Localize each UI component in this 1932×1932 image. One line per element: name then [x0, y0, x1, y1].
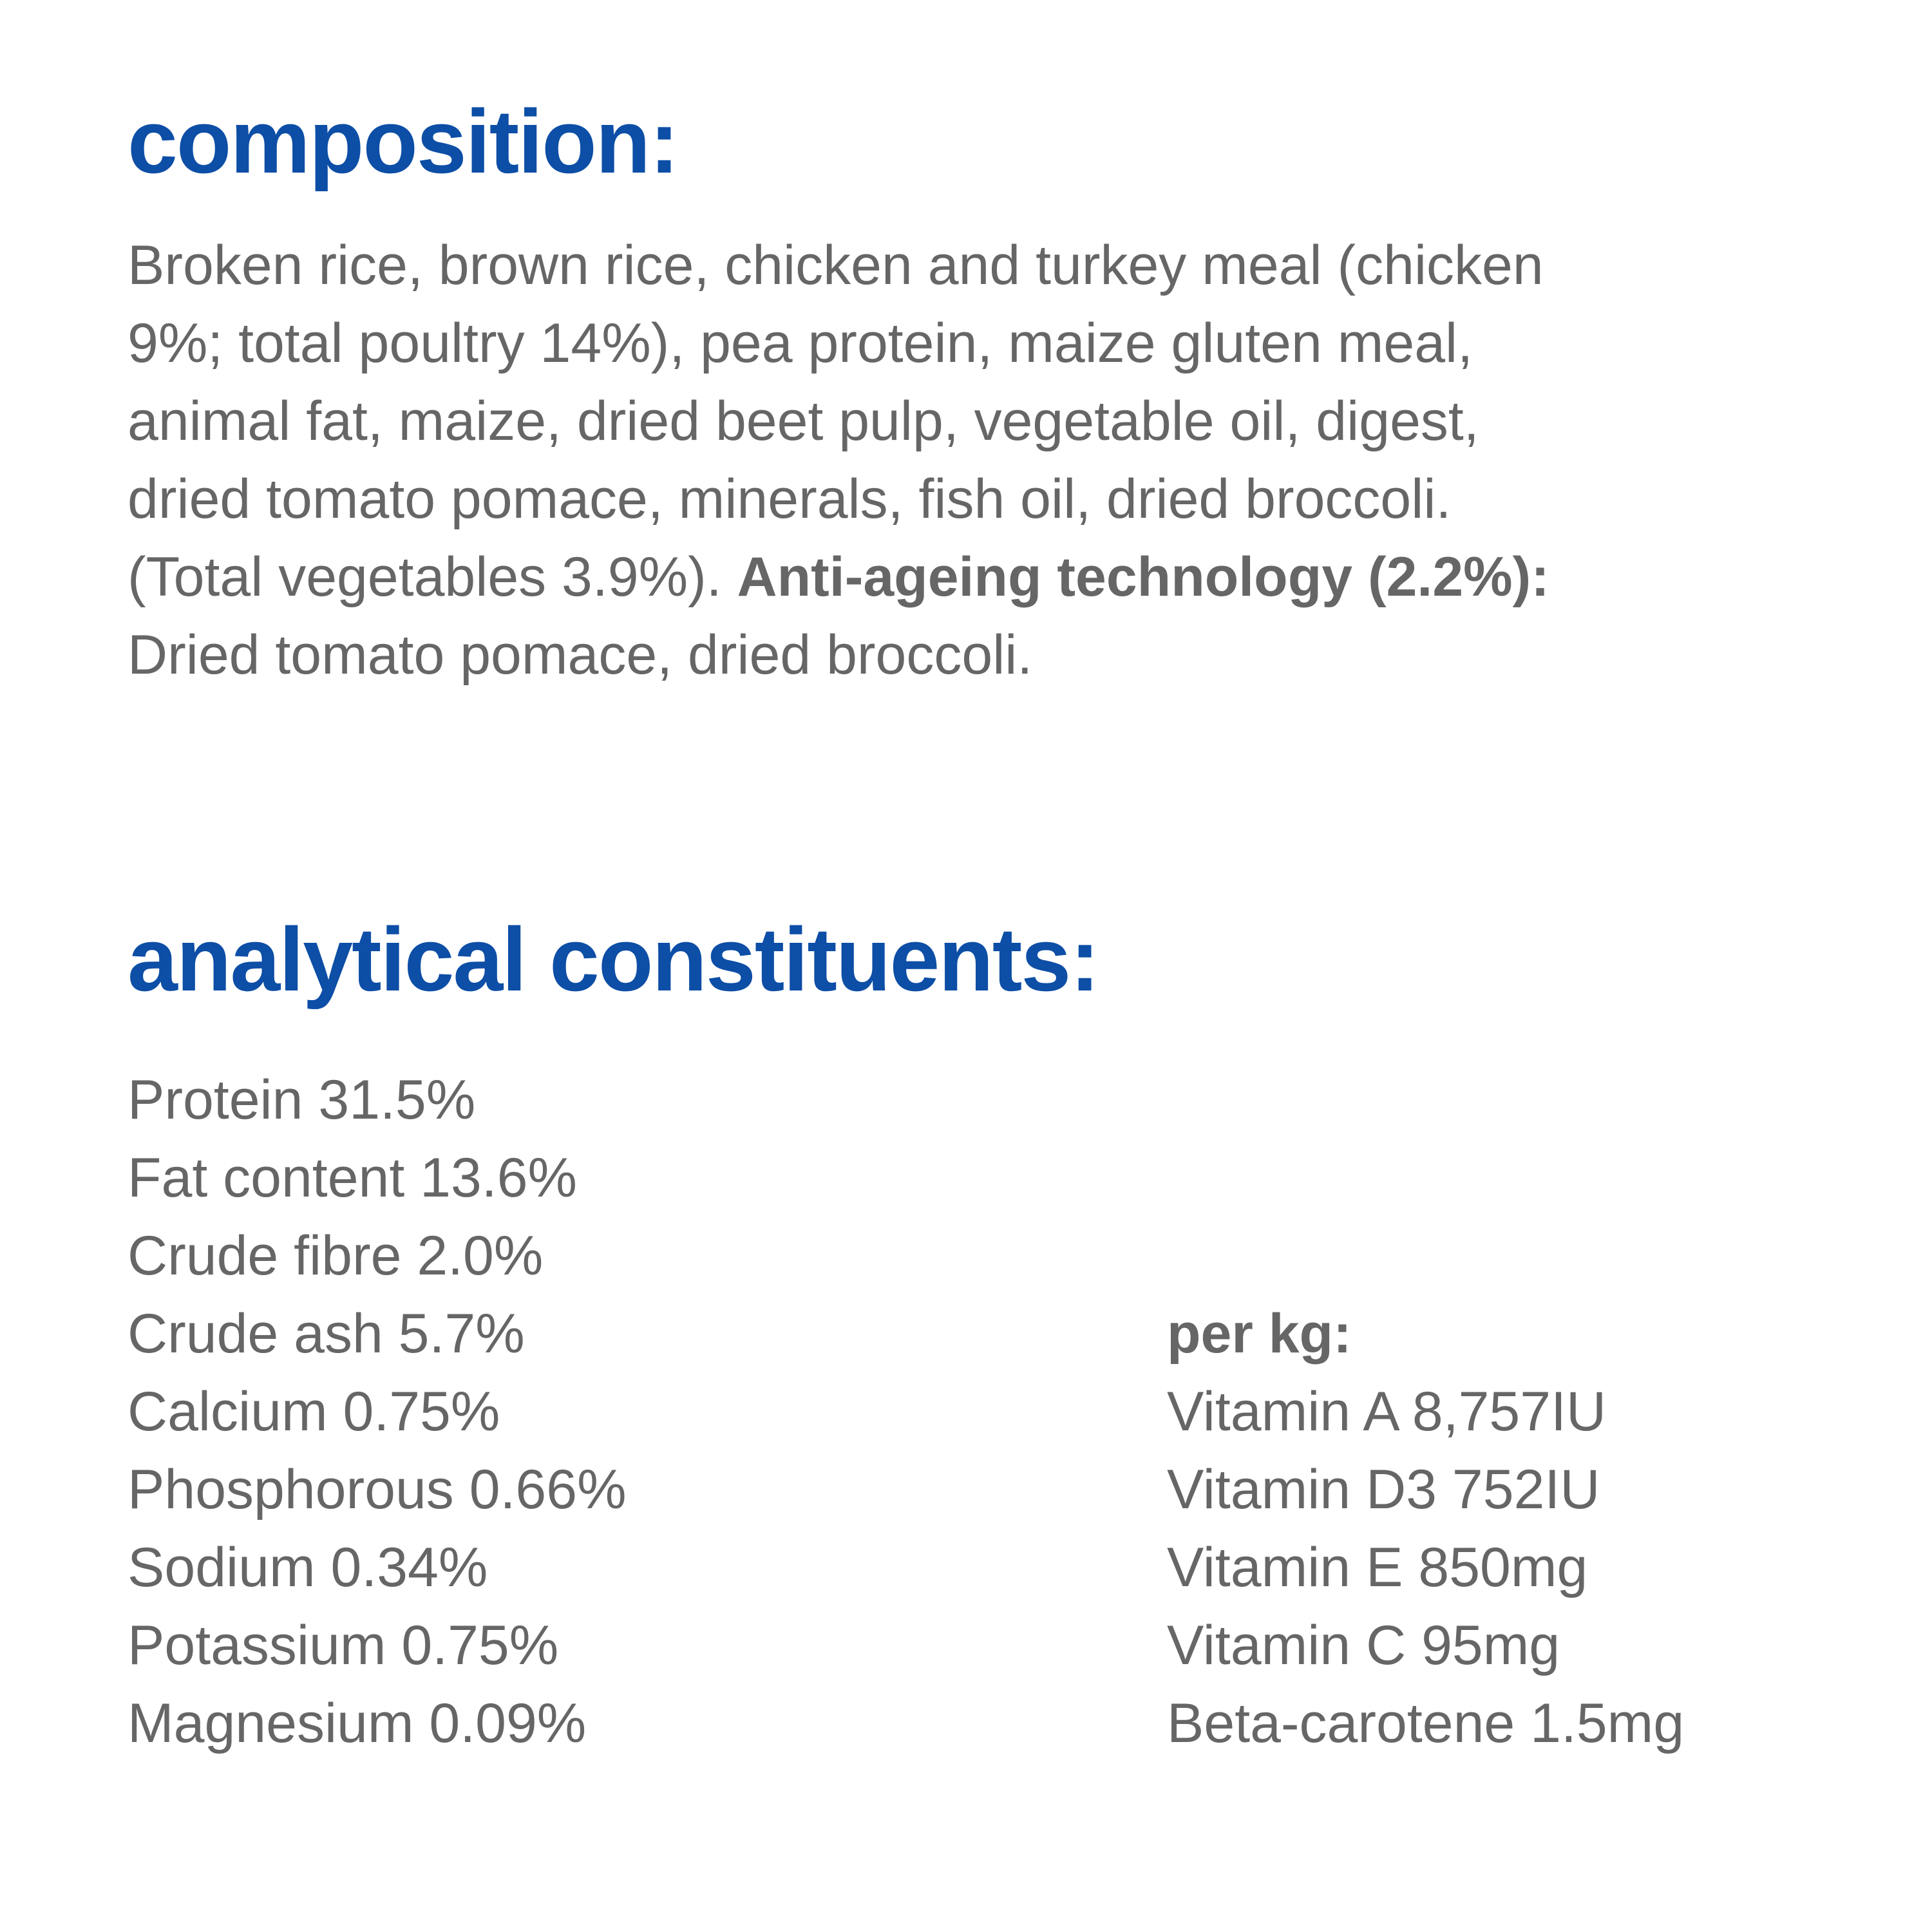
constituent-item: Phosphorous 0.66% — [128, 1459, 627, 1520]
constituent-item: Fat content 13.6% — [128, 1147, 577, 1209]
total-vegetables-text: (Total vegetables 3.9%). — [128, 546, 722, 608]
per-kg-label: per kg: — [1167, 1303, 1352, 1365]
constituent-item: Sodium 0.34% — [128, 1537, 488, 1598]
anti-ageing-label: Anti-ageing technology (2.2%): — [737, 546, 1549, 608]
composition-line: animal fat, maize, dried beet pulp, vegetable oil, digest, — [128, 390, 1479, 452]
constituent-item: Protein 31.5% — [128, 1069, 476, 1131]
vitamin-item: Beta-carotene 1.5mg — [1167, 1692, 1685, 1754]
constituent-item: Potassium 0.75% — [128, 1615, 559, 1676]
constituent-item: Calcium 0.75% — [128, 1381, 500, 1443]
per-kg-list — [1167, 1295, 1684, 1763]
composition-line-total-vegetables — [128, 538, 1815, 616]
constituent-item: Magnesium 0.09% — [128, 1692, 587, 1754]
composition-line: Broken rice, brown rice, chicken and turkey meal (chicken — [128, 234, 1544, 296]
composition-text — [128, 227, 1815, 694]
anti-ageing-ingredients: Dried tomato pomace, dried broccoli. — [128, 624, 1033, 686]
composition-line: dried tomato pomace, minerals, fish oil, dried broccoli. — [128, 468, 1452, 530]
composition-line: 9%; total poultry 14%), pea protein, maize gluten meal, — [128, 312, 1473, 374]
vitamin-item: Vitamin A 8,757IU — [1167, 1381, 1607, 1443]
constituent-item: Crude fibre 2.0% — [128, 1225, 544, 1287]
analytical-constituents-heading: analytical constituents: — [128, 909, 1099, 1010]
vitamin-item: Vitamin E 850mg — [1167, 1537, 1588, 1598]
vitamin-item: Vitamin D3 752IU — [1167, 1459, 1600, 1520]
composition-heading: composition: — [128, 91, 678, 192]
constituents-list — [128, 1061, 627, 1763]
vitamin-item: Vitamin C 95mg — [1167, 1615, 1560, 1676]
constituent-item: Crude ash 5.7% — [128, 1303, 525, 1365]
